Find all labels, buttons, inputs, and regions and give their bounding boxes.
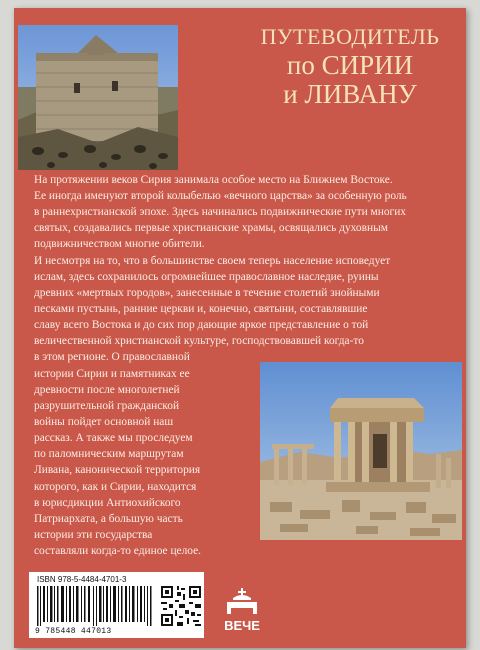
book-back-cover [14, 8, 466, 648]
barcode-area [29, 572, 204, 638]
text-line: истории Сирии и памятниках ее [34, 368, 190, 380]
text-line: Ее иногда именуют второй колыбелью «вечного царства» за особенную роль [34, 190, 407, 202]
text-line: древних «мертвых городов», занесенные в течение столетий знойными [34, 287, 380, 299]
text-line: песками пустынь, ранние церкви и, конечно, святыни, составлявшие [34, 303, 368, 315]
title-line-1: ПУТЕВОДИТЕЛЬ [260, 24, 440, 49]
text-line: разрушительной гражданской [34, 400, 180, 412]
title-line-2: по СИРИИ [286, 50, 414, 80]
isbn-label: ISBN 978-5-4484-4701-3 [37, 575, 127, 584]
barcode-graphic [37, 586, 155, 626]
barcode-number: 9 785448 447013 [35, 627, 112, 636]
temple-ruins-photo [260, 362, 462, 540]
text-line: в раннехристианской эпохе. Здесь начинались подвижнические пути многих [34, 206, 406, 218]
text-line: в этом регионе. О православной [34, 351, 190, 363]
text-line: святых, создавались первые христианские храмы, освящались духовным [34, 222, 388, 234]
qr-code-icon [161, 586, 201, 626]
text-line: На протяжении веков Сирия занимала особое место на Ближнем Востоке. [34, 174, 393, 186]
publisher-name: ВЕЧЕ [224, 618, 260, 633]
publisher-logo [219, 586, 269, 636]
text-line: древности после многолетней [34, 384, 180, 396]
text-line: в юрисдикции Антиохийского [34, 497, 181, 509]
text-line: истории эти государства [34, 529, 153, 541]
text-line: рассказ. А также мы проследуем [34, 432, 193, 444]
text-line: Патриархата, а большую часть [34, 513, 183, 525]
text-line: И несмотря на то, что в большинстве своем теперь население исповедует [34, 255, 391, 267]
text-line: войны пойдет основной наш [34, 416, 174, 428]
text-line: ислам, здесь сохранилось огромнейшее православное наследие, руины [34, 271, 379, 283]
annotation-text [14, 8, 466, 648]
text-line: по паломническим маршрутам [34, 448, 184, 460]
text-line: подвижничеством многие обители. [34, 238, 205, 250]
text-line: славу всего Востока и до сих пор дающие яркое представление о той [34, 319, 369, 331]
title-line-3: и ЛИВАНУ [283, 79, 417, 109]
text-line: величественной христианской культуре, господствовавшей когда-то [34, 335, 364, 347]
text-line: Ливана, канонической территория [34, 464, 201, 476]
text-line: составляли когда-то единое целое. [34, 545, 202, 557]
text-line: которого, как и Сирии, находится [34, 481, 197, 493]
